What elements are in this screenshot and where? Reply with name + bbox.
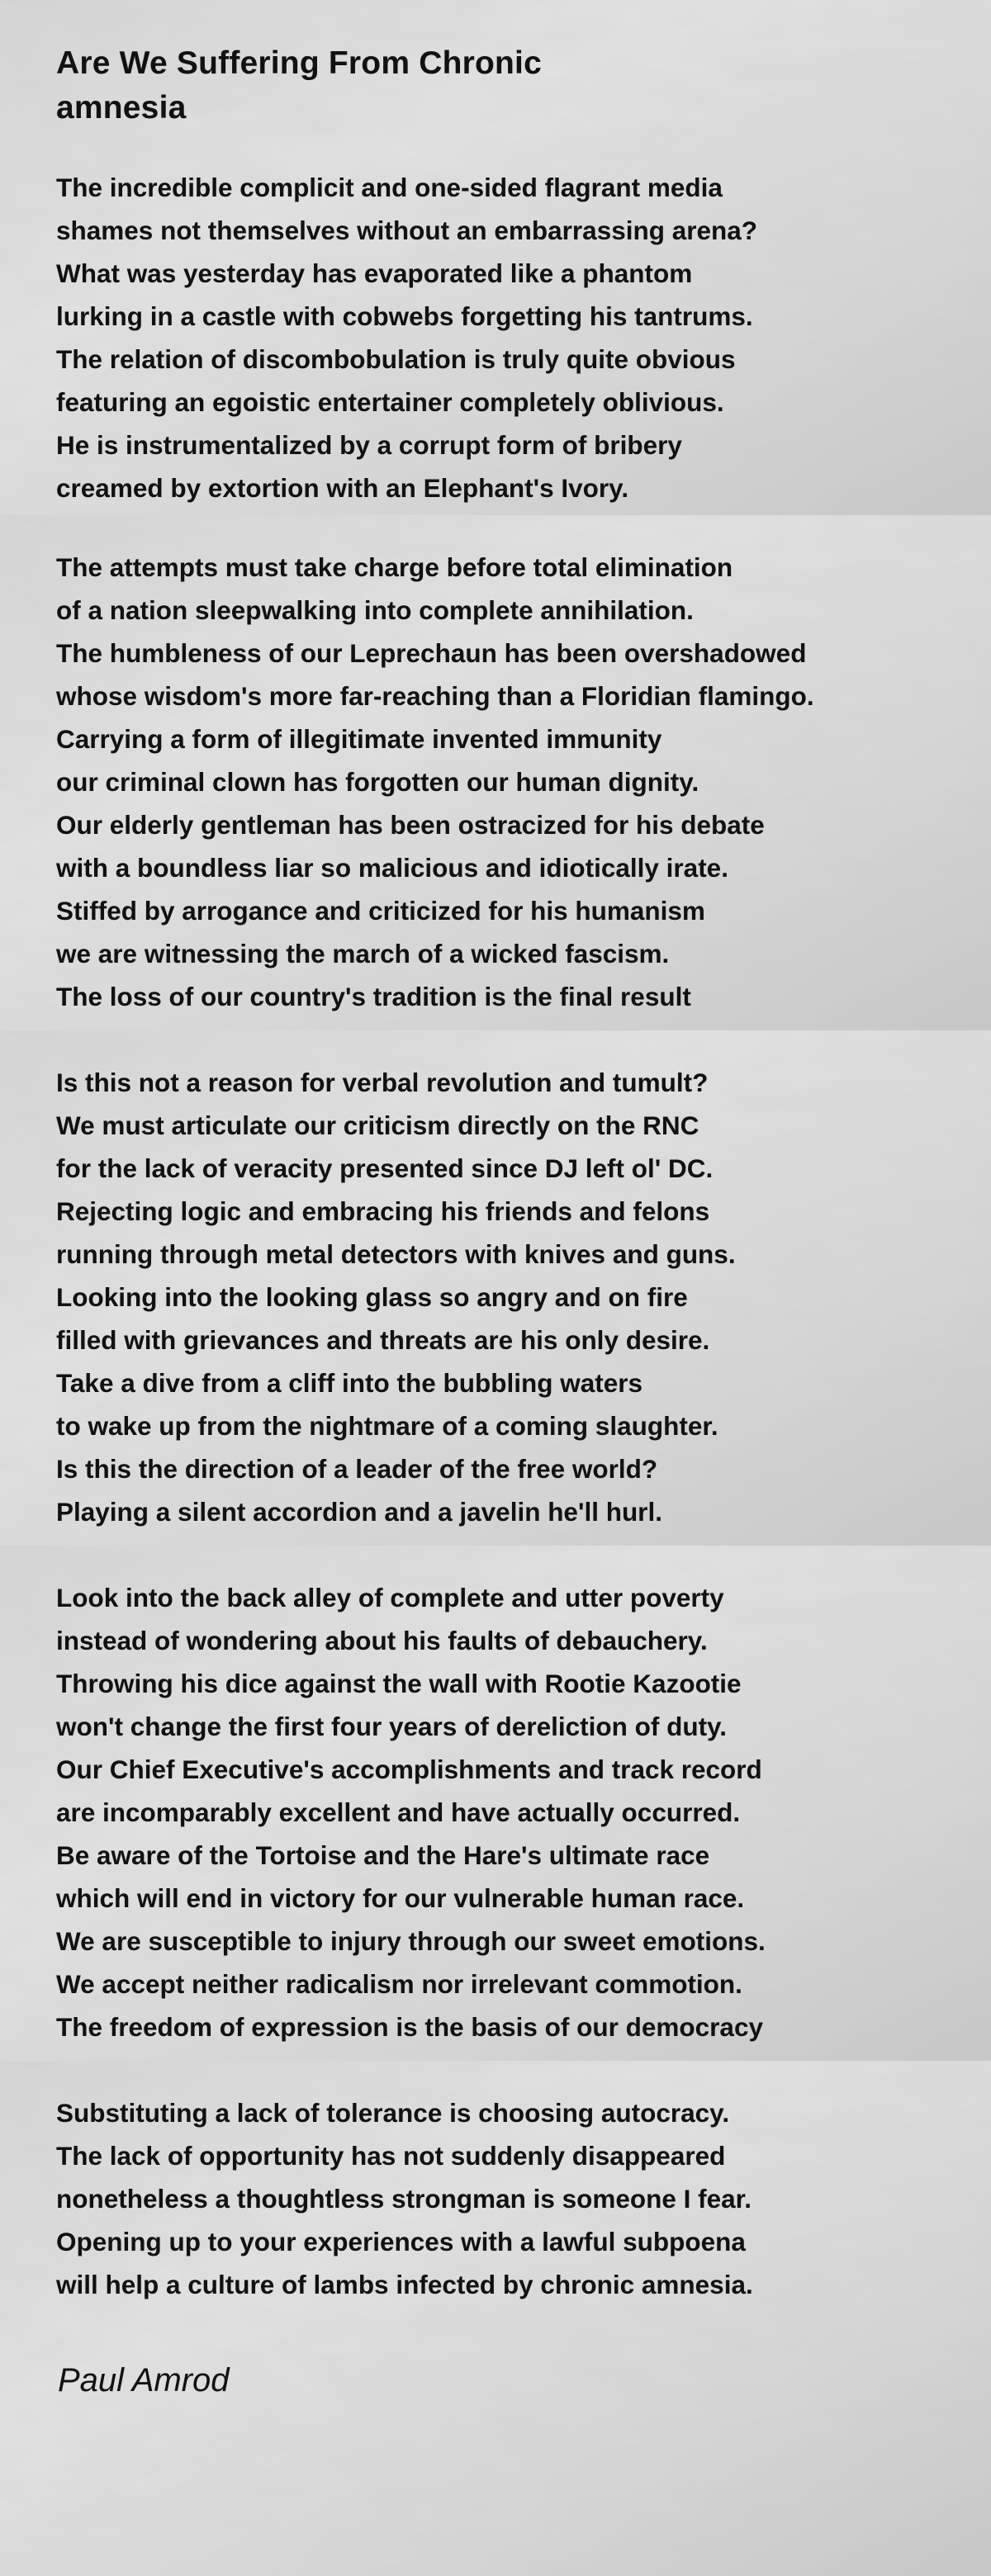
poem-title xyxy=(56,41,717,130)
poem-line: Rejecting logic and embracing his friends and felons xyxy=(56,1196,710,1226)
poem-line: Look into the back alley of complete and utter poverty xyxy=(56,1583,724,1612)
poem-line: Throwing his dice against the wall with Rootie Kazootie xyxy=(56,1669,742,1698)
poem-line: lurking in a castle with cobwebs forgetting his tantrums. xyxy=(56,301,753,331)
poem-author: Paul Amrod xyxy=(58,2362,230,2398)
poem-line: featuring an egoistic entertainer completely oblivious. xyxy=(56,387,724,417)
poem-line: whose wisdom's more far-reaching than a Floridian flamingo. xyxy=(56,681,814,711)
poem-line: The relation of discombobulation is truly quite obvious xyxy=(56,344,736,374)
poem-line: The incredible complicit and one-sided flagrant media xyxy=(56,173,723,202)
poem-line: running through metal detectors with knives and guns. xyxy=(56,1239,736,1269)
poem-line: Playing a silent accordion and a javelin he'll hurl. xyxy=(56,1497,662,1527)
poem-line: Substituting a lack of tolerance is choosing autocracy. xyxy=(56,2098,730,2128)
poem-line: Opening up to your experiences with a lawful subpoena xyxy=(56,2227,746,2256)
poem-line: Looking into the looking glass so angry and on fire xyxy=(56,1282,688,1312)
poem-title-line-2: amnesia xyxy=(56,90,187,125)
poem-line: instead of wondering about his faults of debauchery. xyxy=(56,1626,708,1655)
poem-stanza xyxy=(56,1576,948,2048)
poem-line: The humbleness of our Leprechaun has been overshadowed xyxy=(56,638,807,668)
poem-line: Is this the direction of a leader of the free world? xyxy=(56,1454,658,1484)
poem-line: Our elderly gentleman has been ostracized for his debate xyxy=(56,810,765,840)
poem-line: Our Chief Executive's accomplishments and track record xyxy=(56,1754,762,1784)
poem-line: creamed by extortion with an Elephant's Ivory. xyxy=(56,473,629,503)
poem-title-line-1: Are We Suffering From Chronic xyxy=(56,45,542,81)
poem-line: Take a dive from a cliff into the bubbling waters xyxy=(56,1368,643,1398)
poem-line: are incomparably excellent and have actually occurred. xyxy=(56,1797,741,1827)
poem-line: won't change the first four years of dereliction of duty. xyxy=(56,1712,727,1741)
poem-stanza xyxy=(56,2091,948,2306)
poem-stanza xyxy=(56,166,948,509)
poem-line: The attempts must take charge before total elimination xyxy=(56,552,733,582)
poem-line: Is this not a reason for verbal revolution and tumult? xyxy=(56,1068,709,1097)
poem-line: for the lack of veracity presented since DJ left ol' DC. xyxy=(56,1153,714,1183)
poem-line: We must articulate our criticism directly on the RNC xyxy=(56,1110,699,1140)
poem-line: We accept neither radicalism nor irrelevant commotion. xyxy=(56,1969,742,1999)
poem-stanza xyxy=(56,1061,948,1533)
poem-line: The lack of opportunity has not suddenly disappeared xyxy=(56,2141,726,2171)
poem-line: We are susceptible to injury through our sweet emotions. xyxy=(56,1926,766,1956)
poem-line: will help a culture of lambs infected by chronic amnesia. xyxy=(56,2270,753,2299)
poem-stanza xyxy=(56,546,948,1018)
poem-line: Stiffed by arrogance and criticized for his humanism xyxy=(56,896,705,926)
poem-line: What was yesterday has evaporated like a phantom xyxy=(56,258,693,288)
poem-line: Carrying a form of illegitimate invented immunity xyxy=(56,724,662,754)
poem-line: filled with grievances and threats are his only desire. xyxy=(56,1325,710,1355)
poem-line: of a nation sleepwalking into complete annihilation. xyxy=(56,595,694,625)
poem-line: The freedom of expression is the basis of our democracy xyxy=(56,2012,763,2042)
poem-line: The loss of our country's tradition is the final result xyxy=(56,982,691,1011)
poem-line: our criminal clown has forgotten our human dignity. xyxy=(56,767,699,797)
poem-line: we are witnessing the march of a wicked fascism. xyxy=(56,939,670,968)
poem-line: to wake up from the nightmare of a coming slaughter. xyxy=(56,1411,718,1441)
poem-line: with a boundless liar so malicious and idiotically irate. xyxy=(56,853,728,883)
poem-line: He is instrumentalized by a corrupt form of bribery xyxy=(56,430,682,460)
poem-line: nonetheless a thoughtless strongman is someone I fear. xyxy=(56,2184,752,2214)
poem-line: Be aware of the Tortoise and the Hare's ultimate race xyxy=(56,1840,710,1870)
poem-line: shames not themselves without an embarrassing arena? xyxy=(56,215,758,245)
poem-line: which will end in victory for our vulnerable human race. xyxy=(56,1883,745,1913)
